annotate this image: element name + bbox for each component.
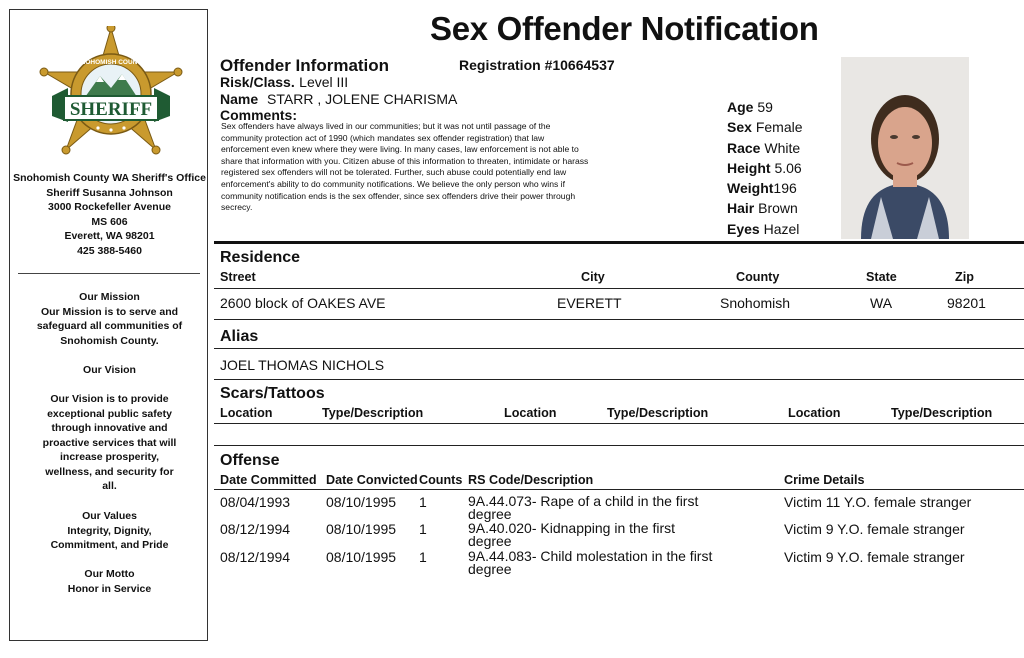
offense-crime-details: Victim 9 Y.O. female stranger: [784, 521, 965, 537]
vision-line: exceptional public safety: [47, 407, 172, 420]
divider: [214, 379, 1024, 380]
offense-rs-code: 9A.44.073- Rape of a child in the first degree: [468, 493, 699, 522]
residence-zip: 98201: [947, 295, 986, 311]
divider: [214, 423, 1024, 424]
values-heading: Our Values: [82, 510, 137, 522]
offense-date-convicted: 08/10/1995: [326, 549, 397, 565]
offense-date-committed: 08/12/1994: [220, 521, 291, 537]
vision-line: through innovative and: [51, 422, 168, 434]
values-line: Integrity, Dignity,: [67, 524, 152, 537]
vision-line: increase prosperity,: [59, 451, 160, 463]
sheriff-badge-logo: [38, 26, 184, 162]
risk-class: [220, 74, 348, 92]
offense-counts: 1: [419, 494, 427, 510]
hair-value: Brown: [758, 200, 798, 217]
sex-label: Sex: [727, 119, 752, 136]
divider: [214, 489, 1024, 490]
vision-block: [10, 392, 209, 494]
mission-line: safeguard all communities of: [36, 320, 183, 332]
age-value: 59: [757, 99, 773, 115]
offense-crime-details: Victim 11 Y.O. female stranger: [784, 494, 972, 510]
eyes-value: Hazel: [763, 220, 800, 237]
col-city: City: [581, 270, 605, 284]
office-street: 3000 Rockefeller Avenue: [48, 201, 171, 213]
vision-line: Our Vision is to provide: [50, 393, 169, 405]
sidebar-divider: [18, 273, 200, 274]
vision-heading: Our Vision: [83, 364, 136, 376]
office-address-block: [10, 171, 209, 258]
residence-state: WA: [870, 295, 893, 311]
values-block: [10, 509, 209, 553]
weight-value: 196: [773, 180, 797, 197]
badge-main-text: SHERIFF: [69, 99, 153, 120]
age-label: Age: [727, 99, 754, 115]
name-value: STARR , JOLENE CHARISMA: [267, 91, 458, 107]
col-county: County: [736, 270, 780, 284]
mission-line: Snohomish County.: [60, 334, 159, 347]
alias-value: JOEL THOMAS NICHOLS: [220, 357, 385, 373]
race-label: Race: [727, 139, 761, 156]
col-date-committed: Date Committed: [220, 473, 317, 487]
offense-date-committed: 08/04/1993: [220, 494, 291, 510]
registration-label: Registration #: [459, 57, 553, 73]
comments-text: Sex offenders have always lived in our communities; but it was not until passage of the community protection act of 1990 (which mandates sex offender registration) that law enforcement even knew where they were living. In many cases, law enforcement is not able to share that information with you. Citizen abuse of this information to threaten, intimidate or harass registered sex offenders will not be tolerated. Further, such abuse could potentially end law enforcement's ability to do community notifications. We believe the only person who wins if community notification ends is the sex offender, since sex offenders drive their power through secrecy.: [221, 121, 589, 213]
residence-street: 2600 block of OAKES AVE: [220, 295, 386, 311]
height-value: 5.06: [774, 159, 802, 176]
registration-value: 10664537: [552, 57, 615, 73]
offense-counts: 1: [419, 521, 427, 537]
mission-block: [10, 290, 209, 348]
hair-label: Hair: [727, 200, 755, 217]
offense-date-convicted: 08/10/1995: [326, 521, 397, 537]
offense-rs-code: 9A.44.083- Child molestation in the first degree: [468, 548, 713, 577]
comments-label: Comments:: [220, 107, 298, 123]
office-name: Snohomish County WA Sheriff's Office: [13, 172, 206, 184]
race-value: White: [764, 139, 801, 156]
col-scar-location: Location: [220, 406, 273, 420]
col-rs-code: RS Code/Description: [468, 473, 594, 487]
divider: [214, 445, 1024, 446]
risk-label: Risk/Class.: [220, 74, 295, 90]
col-scar-type: Type/Description: [607, 406, 709, 420]
motto-block: [10, 567, 209, 596]
values-line: Commitment, and Pride: [50, 539, 169, 551]
vision-line: proactive services that will: [42, 436, 177, 449]
col-crime-details: Crime Details: [784, 473, 865, 487]
divider: [214, 288, 1024, 289]
offender-photo: [841, 57, 969, 239]
divider: [214, 241, 1024, 244]
offense-heading: Offense: [220, 452, 280, 469]
col-scar-type: Type/Description: [322, 406, 424, 420]
height-label: Height: [727, 159, 771, 176]
col-scar-location: Location: [504, 406, 557, 420]
alias-heading: Alias: [220, 328, 259, 345]
col-date-convicted: Date Convicted: [326, 473, 418, 487]
vision-line: all.: [102, 480, 117, 492]
offender-info-heading: Offender Information: [220, 56, 390, 75]
office-phone: 425 388-5460: [77, 244, 142, 257]
name-label: Name: [220, 91, 259, 107]
page-title: Sex Offender Notification: [430, 10, 819, 47]
eyes-label: Eyes: [727, 220, 760, 237]
motto-line: Honor in Service: [67, 582, 152, 595]
col-scar-type: Type/Description: [891, 406, 993, 420]
mission-heading: Our Mission: [79, 291, 140, 303]
registration-number: [459, 57, 615, 73]
sidebar-panel: [9, 9, 208, 641]
residence-county: Snohomish: [720, 295, 791, 311]
offense-date-committed: 08/12/1994: [220, 549, 291, 565]
col-counts: Counts: [419, 473, 463, 487]
weight-label: Weight: [727, 180, 774, 197]
scars-heading: Scars/Tattoos: [220, 385, 325, 402]
mission-line: Our Mission is to serve and: [40, 305, 179, 318]
vision-line: wellness, and security for: [45, 465, 174, 478]
offense-date-convicted: 08/10/1995: [326, 494, 397, 510]
col-scar-location: Location: [788, 406, 841, 420]
offense-crime-details: Victim 9 Y.O. female stranger: [784, 549, 965, 565]
divider: [214, 348, 1024, 349]
divider: [214, 319, 1024, 320]
physical-attributes: [727, 97, 803, 239]
office-ms: MS 606: [91, 215, 128, 228]
offense-rs-code: 9A.40.020- Kidnapping in the first degree: [468, 520, 676, 549]
offense-counts: 1: [419, 549, 427, 565]
col-street: Street: [220, 270, 256, 284]
residence-heading: Residence: [220, 249, 301, 266]
risk-value: Level III: [299, 74, 349, 90]
badge-top-text: SNOHOMISH COUNTY: [76, 59, 146, 66]
motto-heading: Our Motto: [84, 568, 135, 580]
residence-city: EVERETT: [557, 295, 622, 311]
office-city: Everett, WA 98201: [64, 230, 155, 242]
sheriff-name: Sheriff Susanna Johnson: [46, 186, 173, 199]
col-state: State: [866, 270, 897, 284]
sex-value: Female: [755, 119, 803, 136]
col-zip: Zip: [955, 270, 974, 284]
